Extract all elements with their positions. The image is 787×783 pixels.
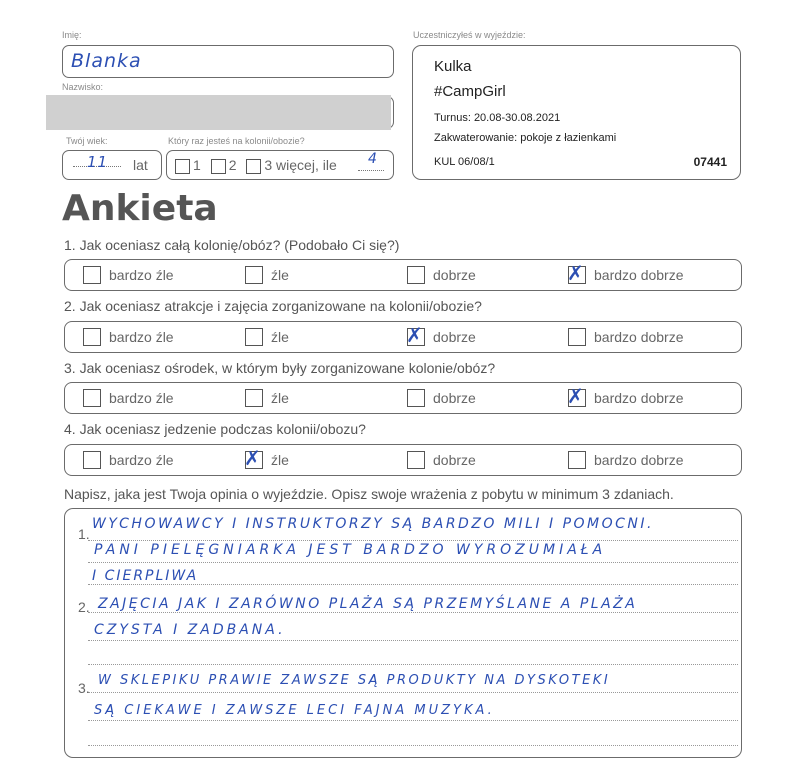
age-value: 11	[87, 153, 109, 171]
q4-opt-zle-checkbox[interactable]	[244, 446, 263, 470]
trip-number: 07441	[693, 155, 727, 169]
question-text: 4. Jak oceniasz jedzenie podczas kolonii/obozu?	[64, 421, 366, 437]
opinion-handwriting-line: WYCHOWAWCY I INSTRUKTORZY SĄ BARDZO MILI I POMOCNI.	[92, 516, 654, 532]
opinion-handwriting-line: SĄ CIEKAWE I ZAWSZE LECI FAJNA MUZYKA.	[94, 703, 495, 718]
option-label: bardzo źle	[109, 390, 174, 406]
opinion-number-2: 2.	[78, 599, 90, 615]
option-label: bardzo źle	[109, 329, 174, 345]
q2-opt-bardzo-zle-checkbox[interactable]	[83, 328, 101, 346]
q4-opt-bardzo-dobrze-checkbox[interactable]	[568, 451, 586, 469]
q1-opt-bardzo-dobrze-checkbox[interactable]	[567, 261, 586, 285]
q3-opt-bardzo-dobrze-checkbox[interactable]	[567, 384, 586, 408]
option-label: źle	[271, 390, 289, 406]
option-label: dobrze	[433, 452, 476, 468]
question-3-options	[64, 382, 742, 414]
trip-turnus: Turnus: 20.08-30.08.2021	[434, 112, 561, 124]
age-field[interactable]	[62, 150, 162, 180]
times-opt-1: 1	[193, 157, 201, 173]
times-field	[166, 150, 394, 180]
opinion-handwriting-line: I CIERPLIWA	[92, 568, 199, 584]
survey-title: Ankieta	[62, 188, 218, 229]
times-checkbox-1[interactable]	[175, 159, 190, 174]
option-label: bardzo dobrze	[594, 329, 684, 345]
times-checkbox-3[interactable]	[246, 159, 261, 174]
trip-code: KUL 06/08/1	[434, 156, 495, 168]
option-label: dobrze	[433, 390, 476, 406]
opinion-prompt: Napisz, jaka jest Twoja opinia o wyjeździe. Opisz swoje wrażenia z pobytu w minimum 3 zdaniach.	[64, 486, 674, 502]
question-1-options	[64, 259, 742, 291]
trip-card	[412, 45, 741, 180]
opinion-handwriting-line: W SKLEPIKU PRAWIE ZAWSZE SĄ PRODUKTY NA DYSKOTEKI	[98, 673, 611, 688]
q3-opt-bardzo-zle-checkbox[interactable]	[83, 389, 101, 407]
q4-opt-dobrze-checkbox[interactable]	[407, 451, 425, 469]
question-4-options	[64, 444, 742, 476]
opinion-handwriting-line: ZAJĘCIA JAK I ZARÓWNO PLAŻA SĄ PRZEMYŚLANE A PLAŻA	[98, 596, 638, 612]
q2-opt-dobrze-checkbox[interactable]	[406, 323, 425, 347]
trip-tag: #CampGirl	[434, 83, 506, 100]
times-checkbox-2[interactable]	[211, 159, 226, 174]
q1-opt-zle-checkbox[interactable]	[245, 266, 263, 284]
option-label: źle	[271, 329, 289, 345]
question-2-options	[64, 321, 742, 353]
option-label: bardzo źle	[109, 267, 174, 283]
q2-opt-zle-checkbox[interactable]	[245, 328, 263, 346]
option-label: bardzo źle	[109, 452, 174, 468]
option-label: źle	[271, 452, 289, 468]
q3-opt-zle-checkbox[interactable]	[245, 389, 263, 407]
opinion-number-3: 3.	[78, 680, 90, 696]
last-name-label: Nazwisko:	[62, 82, 104, 92]
trip-name: Kulka	[434, 58, 472, 75]
q4-opt-bardzo-zle-checkbox[interactable]	[83, 451, 101, 469]
opinion-handwriting-line: PANI PIELĘGNIARKA JEST BARDZO WYROZUMIAŁA	[94, 542, 607, 558]
option-label: bardzo dobrze	[594, 390, 684, 406]
first-name-field[interactable]	[62, 45, 394, 78]
trip-accommodation: Zakwaterowanie: pokoje z łazienkami	[434, 132, 617, 144]
q1-opt-bardzo-zle-checkbox[interactable]	[83, 266, 101, 284]
age-unit: lat	[133, 157, 148, 173]
first-name-label: Imię:	[62, 30, 82, 40]
question-text: 1. Jak oceniasz całą kolonię/obóz? (Podobało Ci się?)	[64, 237, 400, 253]
q2-opt-bardzo-dobrze-checkbox[interactable]	[568, 328, 586, 346]
redaction-block	[46, 95, 391, 130]
opinion-handwriting-line: CZYSTA I ZADBANA.	[94, 622, 286, 638]
question-text: 2. Jak oceniasz atrakcje i zajęcia zorganizowane na kolonii/obozie?	[64, 298, 482, 314]
checkmark-x-icon: ✗	[406, 323, 423, 347]
times-opt-2: 2	[228, 157, 237, 173]
opinion-number-1: 1.	[78, 526, 90, 542]
checkmark-x-icon: ✗	[567, 384, 584, 408]
times-value: 4	[368, 151, 377, 167]
option-label: dobrze	[433, 267, 476, 283]
option-label: dobrze	[433, 329, 476, 345]
checkmark-x-icon: ✗	[567, 261, 584, 285]
option-label: bardzo dobrze	[594, 452, 684, 468]
question-text: 3. Jak oceniasz ośrodek, w którym były zorganizowane kolonie/obóz?	[64, 360, 496, 376]
trip-section-label: Uczestniczyłeś w wyjeździe:	[413, 30, 526, 40]
q1-opt-dobrze-checkbox[interactable]	[407, 266, 425, 284]
checkmark-x-icon: ✗	[244, 446, 261, 470]
times-opt-3: 3 więcej, ile	[264, 157, 337, 173]
option-label: bardzo dobrze	[594, 267, 684, 283]
times-label: Który raz jesteś na kolonii/obozie?	[168, 136, 305, 146]
q3-opt-dobrze-checkbox[interactable]	[407, 389, 425, 407]
age-label: Twój wiek:	[66, 136, 108, 146]
first-name-value: Blanka	[71, 50, 142, 72]
option-label: źle	[271, 267, 289, 283]
